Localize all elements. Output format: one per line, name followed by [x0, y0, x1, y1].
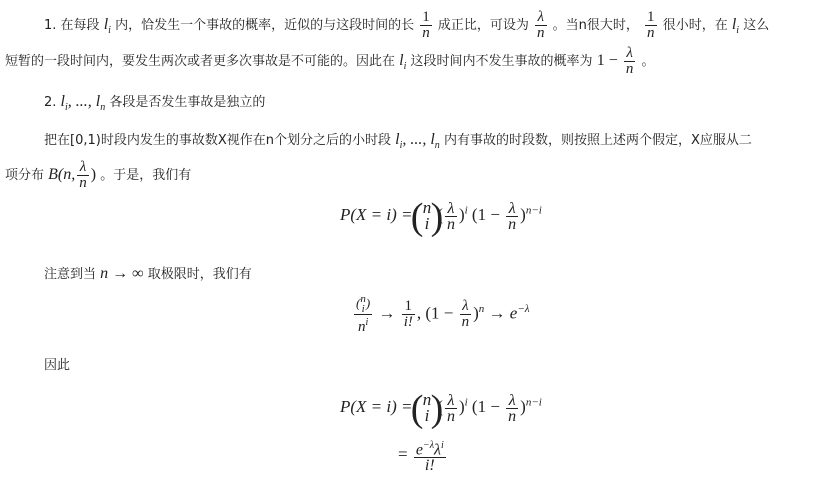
p1-text-a: 1. 在每段: [44, 18, 100, 33]
paragraph-2: [44, 92, 265, 118]
p1-text-i: 。: [641, 54, 655, 69]
p4-text-b: 取极限时，我们有: [147, 267, 252, 282]
fraction-lambda-over-n-2: $\frac{\lambda}{n}$: [625, 45, 634, 77]
math-one-minus: 1 −: [596, 52, 618, 69]
equation-binomial: P(X = i) = ( n i ) ( $\frac{\lambda}{n}$ )$^i$ (1 − $\frac{\lambda}{n}$ )$^{n-i}$: [340, 200, 542, 232]
math-binomial-B: B(n,: [48, 166, 76, 183]
math-l-i-3: $l_i$: [399, 52, 407, 73]
p1-text-h: 这段时间内不发生事故的概率为: [410, 54, 593, 69]
math-sequence-l-2: $l_i$, ..., $l_n$: [395, 131, 440, 152]
equation-limit: ( n i ) $n^i$ → $\frac{1}{i!}$ , (1 − $\frac{\lambda}{n}$ )$^n \to e^{-\lambda}$: [356, 293, 530, 335]
paragraph-1-line-1: [44, 10, 769, 41]
math-l-i: $l_i$: [103, 16, 111, 37]
p1-text-f: 这么: [743, 18, 770, 33]
p3-text-d: 。于是，我们有: [100, 168, 192, 183]
equation-result-line-1: P(X = i) = ( n i ) ( $\frac{\lambda}{n}$ )$^i$ (1 − $\frac{\lambda}{n}$ )$^{n-i}$: [340, 392, 542, 424]
paragraph-3-line-1: [44, 130, 752, 156]
p3-text-c: 项分布: [5, 168, 45, 183]
fraction-1-over-n: $\frac{1}{n}$: [422, 9, 430, 41]
p2-text-a: 2.: [44, 95, 57, 110]
p2-text-b: 各段是否发生事故是独立的: [109, 95, 266, 110]
p5-text-a: 因此: [44, 358, 71, 373]
fraction-lambda-over-n-3: $\frac{\lambda}{n}$: [79, 159, 87, 191]
math-sequence-l: $l_i$, ..., $l_n$: [60, 93, 106, 114]
math-n-to-infinity: n → ∞: [100, 265, 144, 282]
p1-text-e: 很小时，在: [662, 18, 728, 33]
p3-text-a: 把在[0,1)时段内发生的事故数X视作在n个划分之后的小时段: [44, 133, 391, 148]
p1-text-d: 。当n很大时，: [552, 18, 639, 33]
math-close-paren: ): [90, 166, 97, 183]
paragraph-3-line-2: [5, 160, 191, 191]
p1-text-g: 短暂的一段时间内，要发生两次或者更多次事故是不可能的。因此在: [5, 54, 396, 69]
p1-text-c: 成正比，可设为: [437, 18, 529, 33]
p3-text-b: 内有事故的时段数，则按照上述两个假定，X应服从二: [443, 133, 752, 148]
p4-text-a: 注意到当: [44, 267, 97, 282]
paragraph-5: [44, 356, 70, 376]
equation-result-line-2: = $\frac{e^{-\lambda}\lambda^i}{i!}$: [398, 440, 444, 475]
fraction-lambda-over-n: $\frac{\lambda}{n}$: [537, 9, 545, 41]
fraction-1-over-n-2: $\frac{1}{n}$: [647, 9, 655, 41]
p1-text-b: 内，恰发生一个事故的概率，近似的与这段时间的长: [115, 18, 415, 33]
paragraph-1-line-2: [5, 46, 655, 77]
paragraph-4: [44, 264, 252, 285]
math-l-i-2: $l_i$: [731, 16, 740, 37]
